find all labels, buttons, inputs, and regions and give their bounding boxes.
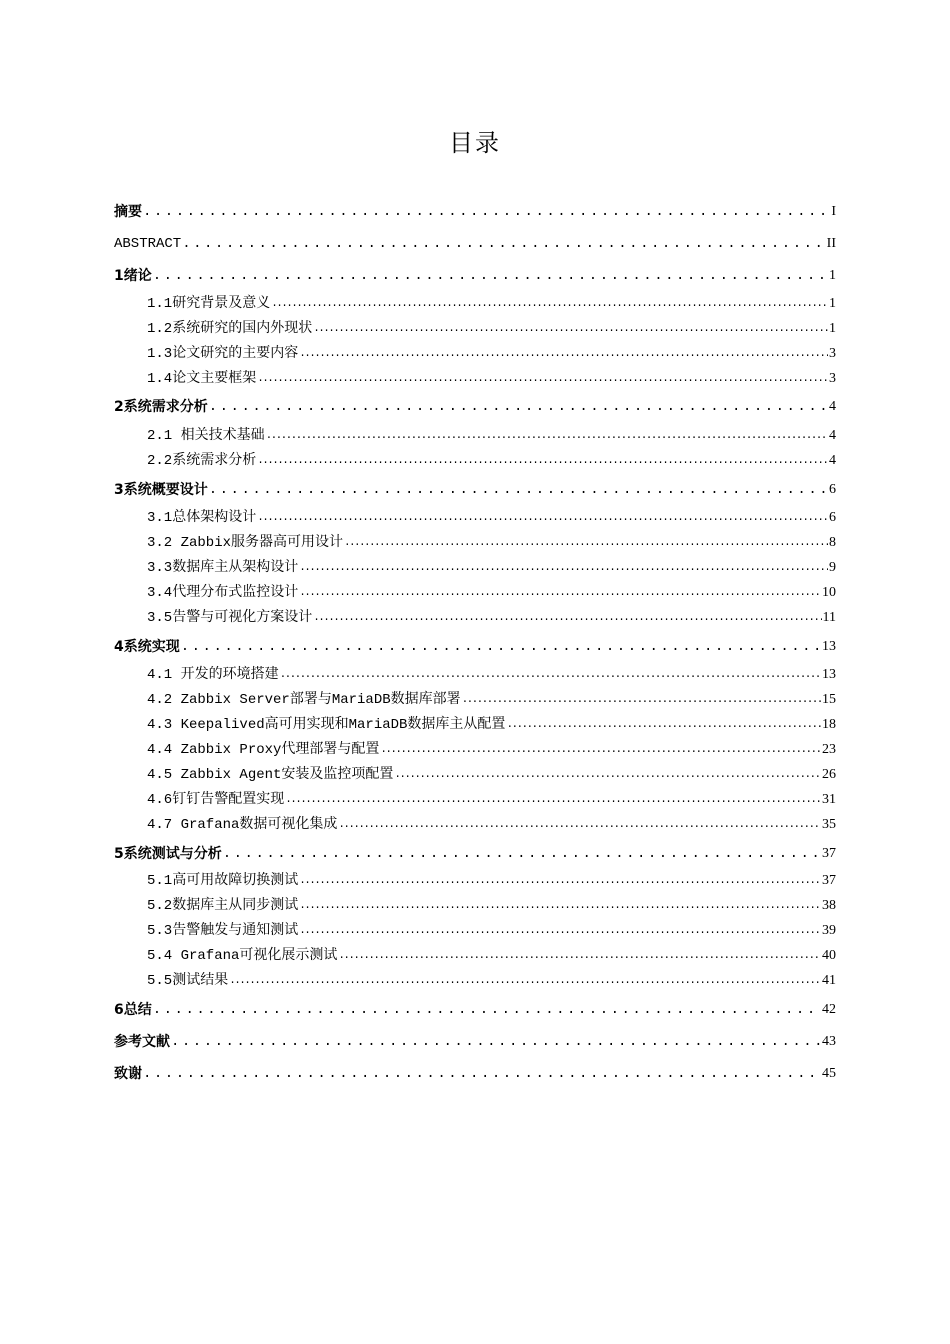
toc-page-number: 8 [829,535,836,550]
toc-dot-leader [181,635,821,659]
toc-entry-section[interactable] [147,556,836,580]
toc-entry-label: 2.1 相关技术基础 [147,428,265,444]
toc-entry-label: 3.4代理分布式监控设计 [147,585,299,601]
toc-page-number: II [826,236,836,251]
toc-dot-leader [380,738,821,762]
toc-dot-leader [257,506,828,530]
toc-page-number: 13 [822,667,836,682]
toc-entry-label: 1.3论文研究的主要内容 [147,346,299,362]
toc-entry-label: 4.3 Keepalived高可用实现和MariaDB数据库主从配置 [147,717,506,733]
toc-entry-section[interactable] [147,424,836,448]
toc-page-number: 1 [829,321,836,336]
toc-entry-section[interactable] [147,449,836,473]
toc-page-number: 31 [822,792,836,807]
toc-dot-leader [394,763,821,787]
toc-dot-leader [143,200,830,224]
toc-page-number: 1 [829,268,836,283]
toc-dot-leader [313,317,828,341]
toc-page-number: 37 [822,846,836,861]
toc-dot-leader [285,788,821,812]
toc-entry-label: 4.5 Zabbix Agent安装及监控项配置 [147,767,394,783]
page-title: 目录 [449,129,501,157]
toc-entry-section[interactable] [147,663,836,687]
toc-entry-section[interactable] [147,713,836,737]
toc-page-number: 4 [829,453,836,468]
toc-page-number: 42 [822,1002,836,1017]
toc-page-number: 11 [822,610,836,625]
toc-page-number: 3 [829,371,836,386]
toc-page-number: 45 [822,1066,836,1081]
toc-entry-label: 3.3数据库主从架构设计 [147,560,299,576]
toc-entry-section[interactable] [147,506,836,530]
toc-dot-leader [209,478,828,502]
toc-entry-section[interactable] [147,531,836,555]
toc-page-number: 40 [822,948,836,963]
toc-entry-label: 4系统实现 [114,639,180,655]
toc-entry-section[interactable] [147,581,836,605]
toc-page-number: 13 [822,639,836,654]
toc-dot-leader [153,264,828,288]
toc-dot-leader [299,556,828,580]
toc-entry-section[interactable] [147,869,836,893]
toc-entry-section[interactable] [147,606,836,630]
toc-entry-label: 1绪论 [114,268,152,284]
toc-entry-label: 3.1总体架构设计 [147,510,257,526]
toc-dot-leader [299,894,821,918]
toc-dot-leader [257,449,828,473]
toc-page-number: 43 [822,1034,836,1049]
toc-entry-section[interactable] [147,763,836,787]
toc-page-number: 3 [829,346,836,361]
toc-dot-leader [229,969,821,993]
toc-entry-section[interactable] [147,738,836,762]
toc-page-number: 9 [829,560,836,575]
toc-entry-label: 4.1 开发的环境搭建 [147,667,279,683]
toc-entry-label: 5.1高可用故障切换测试 [147,873,299,889]
toc-entry-section[interactable] [147,894,836,918]
toc-dot-leader [153,998,821,1022]
toc-dot-leader [182,232,825,256]
toc-entry-label: 2.2系统需求分析 [147,453,257,469]
toc-entry-section[interactable] [147,342,836,366]
toc-entry-chapter-1[interactable] [114,264,836,288]
toc-entry-label: 6总结 [114,1002,152,1018]
toc-page-number: 4 [829,428,836,443]
toc-entry-section[interactable] [147,292,836,316]
toc-entry-label: 5.5测试结果 [147,973,229,989]
toc-page-number: 23 [822,742,836,757]
toc-dot-leader [280,663,821,687]
toc-entry-chapter-4[interactable] [114,635,836,659]
toc-dot-leader [344,531,828,555]
toc-page-number: 41 [822,973,836,988]
toc-entry-label: 1.1研究背景及意义 [147,296,271,312]
toc-entry-label: 4.7 Grafana数据可视化集成 [147,817,338,833]
toc-entry-label: 5系统测试与分析 [114,846,222,862]
toc-dot-leader [338,813,821,837]
toc-page-number: 6 [829,482,836,497]
toc-entry-chapter-5[interactable] [114,842,836,866]
toc-dot-leader [171,1030,821,1054]
toc-entry-section[interactable] [147,919,836,943]
toc-dot-leader [313,606,821,630]
toc-entry-label: 3.5告警与可视化方案设计 [147,610,313,626]
toc-entry-label: 4.2 Zabbix Server部署与MariaDB数据库部署 [147,692,461,708]
toc-entry-label: 5.3告警触发与通知测试 [147,923,299,939]
toc-entry-chapter-6[interactable] [114,998,836,1022]
toc-page-number: 38 [822,898,836,913]
toc-page-number: 39 [822,923,836,938]
toc-page-number: 10 [822,585,836,600]
toc-entry-section[interactable] [147,944,836,968]
toc-page-number: 37 [822,873,836,888]
toc-entry-label: 致谢 [114,1066,142,1082]
toc-dot-leader [299,342,828,366]
toc-entry-acknowledgements[interactable] [114,1062,836,1086]
toc-entry-label: 1.2系统研究的国内外现状 [147,321,313,337]
toc-entry-chapter-3[interactable] [114,478,836,502]
toc-dot-leader [462,688,821,712]
toc-entry-label: 3.2 Zabbix服务器高可用设计 [147,535,344,551]
toc-entry-label: ABSTRACT [114,236,182,252]
toc-entry-label: 4.4 Zabbix Proxy代理部署与配置 [147,742,380,758]
toc-dot-leader [338,944,821,968]
toc-dot-leader [209,395,828,419]
toc-entry-label: 摘要 [114,204,142,220]
toc-page-number: 6 [829,510,836,525]
toc-dot-leader [257,367,828,391]
toc-entry-section[interactable] [147,788,836,812]
toc-dot-leader [299,919,821,943]
toc-entry-label: 3系统概要设计 [114,482,208,498]
toc-dot-leader [143,1062,821,1086]
toc-entry-label: 5.4 Grafana可视化展示测试 [147,948,338,964]
toc-entry-section[interactable] [147,969,836,993]
toc-entry-label: 1.4论文主要框架 [147,371,257,387]
toc-page-number: 26 [822,767,836,782]
toc-dot-leader [299,869,821,893]
toc-dot-leader [223,842,821,866]
toc-entry-section[interactable] [147,813,836,837]
toc-entry-label: 2系统需求分析 [114,399,208,415]
toc-dot-leader [271,292,828,316]
toc-dot-leader [299,581,821,605]
toc-entry-label: 5.2数据库主从同步测试 [147,898,299,914]
toc-entry-abstract-cn[interactable] [114,200,836,224]
toc-page-number: 1 [829,296,836,311]
toc-entry-chapter-2[interactable] [114,395,836,419]
toc-entry-section[interactable] [147,317,836,341]
toc-page-number: I [831,204,836,219]
toc-page-number: 18 [822,717,836,732]
toc-entry-references[interactable] [114,1030,836,1054]
toc-page-number: 15 [822,692,836,707]
toc-dot-leader [506,713,821,737]
toc-entry-label: 参考文献 [114,1034,170,1050]
toc-entry-abstract-en[interactable] [114,232,836,256]
toc-dot-leader [266,424,828,448]
toc-page-number: 35 [822,817,836,832]
toc-page-number: 4 [829,399,836,414]
toc-entry-label: 4.6钉钉告警配置实现 [147,792,285,808]
toc-entry-section[interactable] [147,688,836,712]
toc-entry-section[interactable] [147,367,836,391]
